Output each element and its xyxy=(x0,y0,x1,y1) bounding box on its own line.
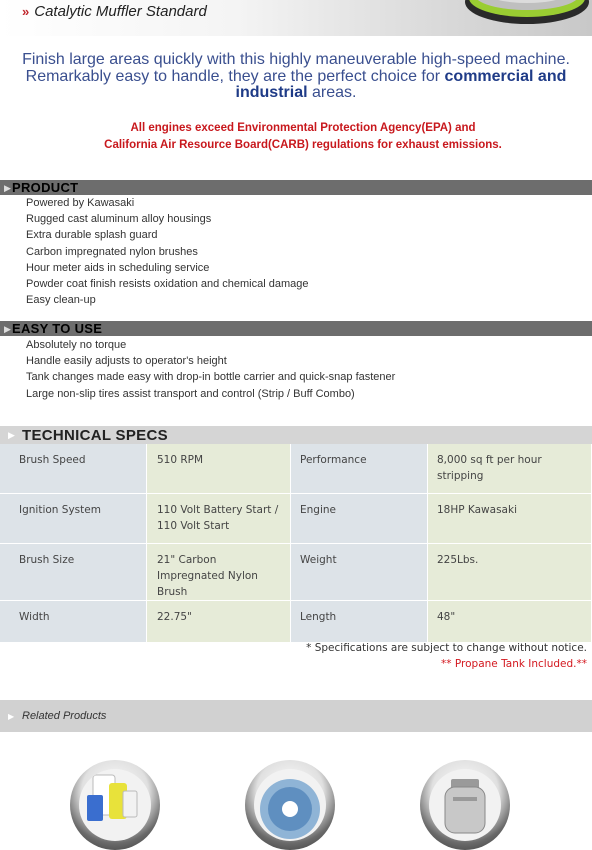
list-item: Handle easily adjusts to operator's height xyxy=(26,355,227,368)
list-item: Carbon impregnated nylon brushes xyxy=(26,245,198,258)
product-feature-list xyxy=(26,195,308,308)
list-item: Extra durable splash guard xyxy=(26,229,158,242)
spec-value: 21" Carbon Impregnated Nylon Brush xyxy=(147,544,291,601)
related-products-title: Related Products xyxy=(22,710,107,722)
list-item: Rugged cast aluminum alloy housings xyxy=(26,213,212,226)
spec-value: 225Lbs. xyxy=(428,544,592,601)
propane-tank-image xyxy=(429,769,501,841)
spec-value: 22.75" xyxy=(147,601,291,643)
intro-line-1: Finish large areas quickly with this highly maneuverable high-speed machine. xyxy=(22,51,570,68)
spec-value: 110 Volt Battery Start / 110 Volt Start xyxy=(147,494,291,544)
product-section-title: PRODUCT xyxy=(12,180,79,195)
easy-section-header xyxy=(0,321,592,336)
floor-pad-image xyxy=(254,769,326,841)
easy-feature-list xyxy=(26,337,395,402)
list-item: Hour meter aids in scheduling service xyxy=(26,261,210,274)
list-item: Powered by Kawasaki xyxy=(26,197,135,209)
spec-label: Brush Speed xyxy=(0,444,147,494)
table-row xyxy=(0,601,592,643)
intro-line-3-text: areas. xyxy=(307,84,357,101)
spec-value: 510 RPM xyxy=(147,444,291,494)
specs-disclaimer xyxy=(306,640,587,672)
spec-label: Performance xyxy=(291,444,428,494)
cleaning-bottles-image xyxy=(79,769,151,841)
specs-table xyxy=(0,444,592,643)
spec-label: Brush Size xyxy=(0,544,147,601)
spec-label: Length xyxy=(291,601,428,643)
intro-emphasis-industrial: industrial xyxy=(235,84,308,101)
spec-label: Weight xyxy=(291,544,428,601)
product-section-header xyxy=(0,180,592,195)
intro-line-2 xyxy=(0,69,592,86)
related-product-thumb[interactable] xyxy=(70,760,160,850)
notice-line-1: All engines exceed Environmental Protection Agency(EPA) and xyxy=(130,122,476,134)
intro-emphasis-commercial: commercial and xyxy=(444,67,567,85)
spec-label: Engine xyxy=(291,494,428,544)
triangle-bullet-icon: ▶ xyxy=(4,183,11,193)
intro-text xyxy=(0,52,592,102)
triangle-bullet-icon: ▶ xyxy=(8,430,15,440)
triangle-bullet-icon: ▶ xyxy=(4,324,11,334)
list-item: Tank changes made easy with drop-in bottle carrier and quick-snap fastener xyxy=(26,371,396,384)
list-item: Large non-slip tires assist transport and control (Strip / Buff Combo) xyxy=(26,387,355,400)
spec-label: Width xyxy=(0,601,147,643)
spec-label: Ignition System xyxy=(0,494,147,544)
disclaimer-line-2: ** Propane Tank Included.** xyxy=(441,658,587,670)
related-products-header xyxy=(0,700,592,732)
banner xyxy=(0,0,592,36)
disclaimer-line-1: * Specifications are subject to change without notice. xyxy=(306,642,587,654)
specs-section-header xyxy=(0,426,592,444)
spec-value: 48" xyxy=(428,601,592,643)
table-row xyxy=(0,444,592,494)
list-item: Easy clean-up xyxy=(26,294,96,307)
spec-value: 8,000 sq ft per hour stripping xyxy=(428,444,592,494)
intro-line-3 xyxy=(0,85,592,102)
spec-value: 18HP Kawasaki xyxy=(428,494,592,544)
emissions-notice xyxy=(0,120,592,154)
triangle-bullet-icon: ▶ xyxy=(8,712,15,721)
list-item: Absolutely no torque xyxy=(26,339,127,351)
notice-line-2: California Air Resource Board(CARB) regulations for exhaust emissions. xyxy=(104,139,502,151)
easy-section-title: EASY TO USE xyxy=(12,321,103,336)
specs-section-title: TECHNICAL SPECS xyxy=(22,427,168,444)
related-product-thumb[interactable] xyxy=(420,760,510,850)
banner-title xyxy=(22,3,207,20)
floor-machine-image xyxy=(442,0,592,30)
double-chevron-icon: » xyxy=(22,4,30,19)
related-product-thumb[interactable] xyxy=(245,760,335,850)
table-row xyxy=(0,494,592,544)
list-item: Powder coat finish resists oxidation and chemical damage xyxy=(26,278,309,291)
intro-line-2-text: Remarkably easy to handle, they are the perfect choice for xyxy=(25,67,445,85)
banner-title-text: Catalytic Muffler Standard xyxy=(34,3,207,20)
table-row xyxy=(0,544,592,601)
